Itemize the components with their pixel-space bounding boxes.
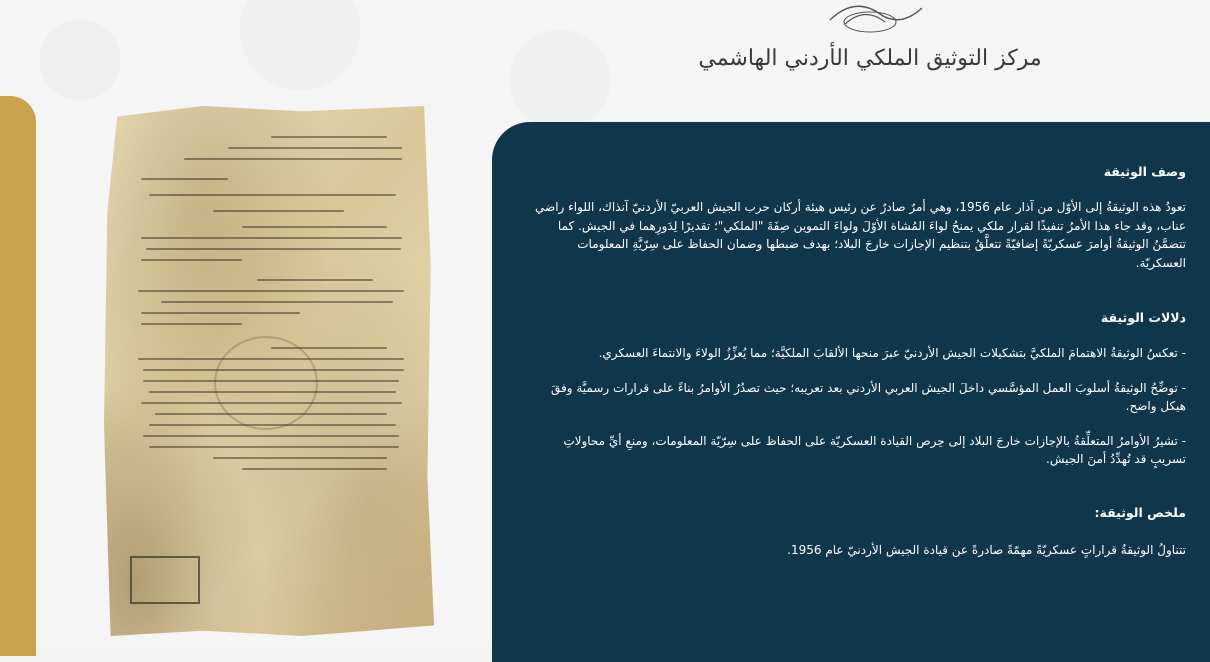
significance-item-3: - تشيرُ الأوامرُ المتعلِّقةُ بالإجازات خارجَ البلاد إلى حِرص القيادة العسكريّة على الحفاظ على سِرّيّة المعلومات، ومنعِ أيِّ محاولاتِ تسريبٍ قد تُهدِّدُ أمنَ الجيش. [563, 433, 1186, 466]
gold-side-tab [0, 96, 36, 656]
aged-paper [104, 106, 434, 636]
logo-text: مركز التوثيق الملكي الأردني الهاشمي [698, 46, 1042, 71]
significance-heading: دلالات الوثيقة [1100, 310, 1186, 325]
royal-seal-icon [810, 0, 930, 38]
document-image [104, 106, 434, 636]
description-body: تعودُ هذه الوثيقةُ إلى الأوّل من آذار عام 1956، وهي أمرٌ صادرٌ عن رئيس هيئة أركان حرب الجيش العربيّ الأردنيّ آنذاك، اللواء راضي عناب، وقد جاء هذا الأمرُ تنفيذًا لقرار ملكي يمنحُ لواءَ المُشاة الأوّلَ ولواءَ التموين صِفَةَ "الملكي"؛ تقديرًا لِدَورِهما في الجيش. كما تتضمَّنُ الوثيقةُ أوامرَ عسكريّةً إضافيّةً تتعلَّقُ بتنظيم الإجازات خارجَ البلاد؛ بهدف ضبطها وضمان الحفاظ على سِرّيَّةِ المعلومات العسكريّة. [535, 200, 1186, 270]
description-heading: وصف الوثيقة [1103, 164, 1186, 179]
significance-item-1: - تعكسُ الوثيقةُ الاهتمامَ الملكيَّ بتشكيلات الجيش الأردنيّ عبرَ منحها الألقابَ الملكيَّة؛ مما يُعزِّزُ الولاءَ والانتماءَ العسكري. [598, 346, 1186, 360]
panel-content [532, 162, 1186, 559]
summary-heading: ملخص الوثيقة: [1094, 504, 1186, 520]
stamp-icon [130, 556, 200, 604]
center-logo [698, 0, 1042, 80]
info-panel [492, 122, 1210, 662]
watermark-seal-icon [214, 336, 318, 430]
significance-item-2: - توضِّحُ الوثيقةُ أسلوبَ العمل المؤسَّسي داخلَ الجيش العربي الأردني بعد تعريبه؛ حيث تصدُرُ الأوامرُ بناءً على قرارات رسميَّة وفقَ هيكل واضح. [550, 380, 1186, 413]
summary-body: تتناولُ الوثيقةُ قراراتٍ عسكريّةً مهمّةً صادرةً عن قيادة الجيش الأردنيّ عام 1956. [787, 542, 1186, 557]
